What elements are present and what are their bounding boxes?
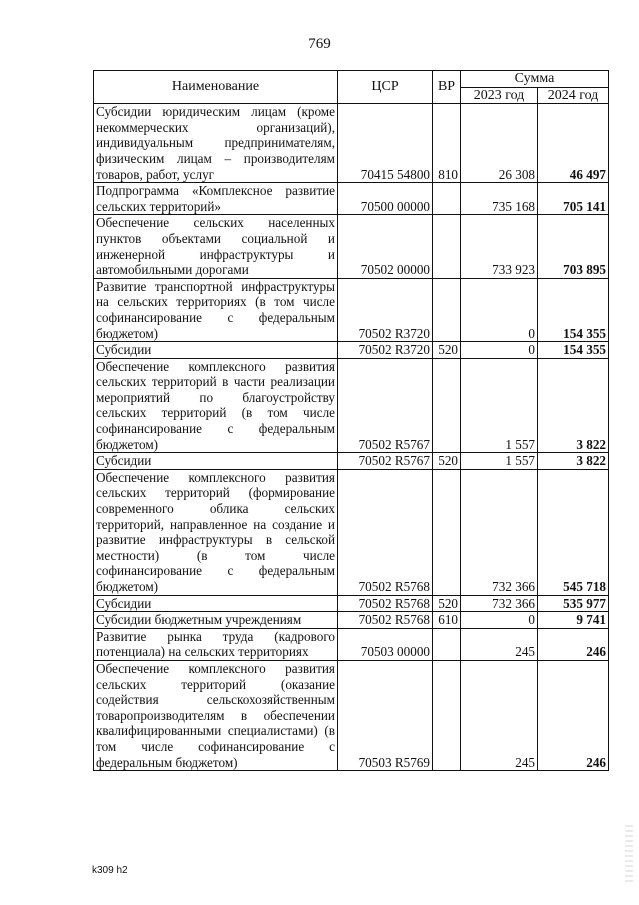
row-vr: 810: [433, 104, 461, 183]
header-sum: Сумма: [461, 71, 609, 88]
row-amount-2024: 703 895: [538, 215, 609, 278]
row-amount-2023: 732 366: [461, 469, 538, 595]
table-row: [94, 342, 609, 359]
row-csr: 70502 00000: [338, 215, 433, 278]
row-vr: 520: [433, 342, 461, 359]
header-year-2023: 2023 год: [461, 87, 538, 104]
row-amount-2024: 705 141: [538, 183, 609, 215]
row-vr: [433, 358, 461, 453]
scan-edge-artifact: [625, 825, 633, 885]
table-row: [94, 660, 609, 770]
footer-code: k309 h2: [92, 865, 128, 876]
row-amount-2024: 535 977: [538, 595, 609, 612]
row-amount-2023: 733 923: [461, 215, 538, 278]
row-amount-2023: 732 366: [461, 595, 538, 612]
table-row: [94, 183, 609, 215]
row-name: Обеспечение комплексного развития сельских территорий (формирование современного облика сельских территорий, направленное на создание и развитие инфраструктуры в сельской местности) (в том числе софинансирование с федеральным бюджетом): [94, 469, 338, 595]
table-row: [94, 215, 609, 278]
row-amount-2024: 246: [538, 628, 609, 660]
row-csr: 70500 00000: [338, 183, 433, 215]
row-csr: 70503 R5769: [338, 660, 433, 770]
row-amount-2023: 1 557: [461, 453, 538, 470]
header-year-2024: 2024 год: [538, 87, 609, 104]
row-name: Субсидии: [94, 453, 338, 470]
row-amount-2023: 0: [461, 342, 538, 359]
row-csr: 70502 R5767: [338, 358, 433, 453]
row-csr: 70503 00000: [338, 628, 433, 660]
table-row: [94, 469, 609, 595]
row-name: Подпрограмма «Комплексное развитие сельских территорий»: [94, 183, 338, 215]
row-vr: 520: [433, 595, 461, 612]
row-amount-2023: 735 168: [461, 183, 538, 215]
row-vr: [433, 660, 461, 770]
header-vr: ВР: [433, 71, 461, 104]
row-amount-2024: 545 718: [538, 469, 609, 595]
row-amount-2024: 154 355: [538, 278, 609, 341]
row-amount-2024: 3 822: [538, 453, 609, 470]
row-name: Обеспечение сельских населенных пунктов объектами социальной и инженерной инфраструктуры и автомобильными дорогами: [94, 215, 338, 278]
row-amount-2024: 154 355: [538, 342, 609, 359]
table-row: [94, 453, 609, 470]
table-row: [94, 628, 609, 660]
row-name: Субсидии: [94, 342, 338, 359]
row-amount-2024: 3 822: [538, 358, 609, 453]
row-name: Развитие транспортной инфраструктуры на сельских территориях (в том числе софинансирование с федеральным бюджетом): [94, 278, 338, 341]
row-vr: [433, 215, 461, 278]
row-csr: 70502 R3720: [338, 342, 433, 359]
row-amount-2023: 245: [461, 660, 538, 770]
row-amount-2023: 0: [461, 612, 538, 629]
table-row: [94, 104, 609, 183]
row-name: Субсидии юридическим лицам (кроме некоммерческих организаций), индивидуальным предпринимателям, физическим лицам – производителям товаров, работ, услуг: [94, 104, 338, 183]
row-vr: [433, 183, 461, 215]
budget-table: [93, 70, 609, 771]
row-name: Субсидии бюджетным учреждениям: [94, 612, 338, 629]
row-name: Обеспечение комплексного развития сельских территорий в части реализации мероприятий по благоустройству сельских территорий (в том числе софинансирование с федеральным бюджетом): [94, 358, 338, 453]
row-amount-2024: 46 497: [538, 104, 609, 183]
row-amount-2024: 9 741: [538, 612, 609, 629]
header-name: Наименование: [94, 71, 338, 104]
row-name: Субсидии: [94, 595, 338, 612]
table-row: [94, 612, 609, 629]
row-csr: 70502 R3720: [338, 278, 433, 341]
row-amount-2023: 1 557: [461, 358, 538, 453]
table-row: [94, 358, 609, 453]
row-amount-2023: 0: [461, 278, 538, 341]
row-vr: 520: [433, 453, 461, 470]
row-csr: 70415 54800: [338, 104, 433, 183]
row-vr: 610: [433, 612, 461, 629]
row-csr: 70502 R5767: [338, 453, 433, 470]
header-csr: ЦСР: [338, 71, 433, 104]
row-name: Развитие рынка труда (кадрового потенциала) на сельских территориях: [94, 628, 338, 660]
row-vr: [433, 469, 461, 595]
row-amount-2024: 246: [538, 660, 609, 770]
row-amount-2023: 26 308: [461, 104, 538, 183]
page-number: 769: [308, 36, 331, 52]
table-row: [94, 278, 609, 341]
row-vr: [433, 628, 461, 660]
row-name: Обеспечение комплексного развития сельских территорий (оказание содействия сельскохозяйственным товаропроизводителям в обеспечении квалифицированными специалистами) (в том числе софинансирование с федеральным бюджетом): [94, 660, 338, 770]
row-amount-2023: 245: [461, 628, 538, 660]
row-csr: 70502 R5768: [338, 612, 433, 629]
table-row: [94, 595, 609, 612]
row-vr: [433, 278, 461, 341]
row-csr: 70502 R5768: [338, 595, 433, 612]
row-csr: 70502 R5768: [338, 469, 433, 595]
